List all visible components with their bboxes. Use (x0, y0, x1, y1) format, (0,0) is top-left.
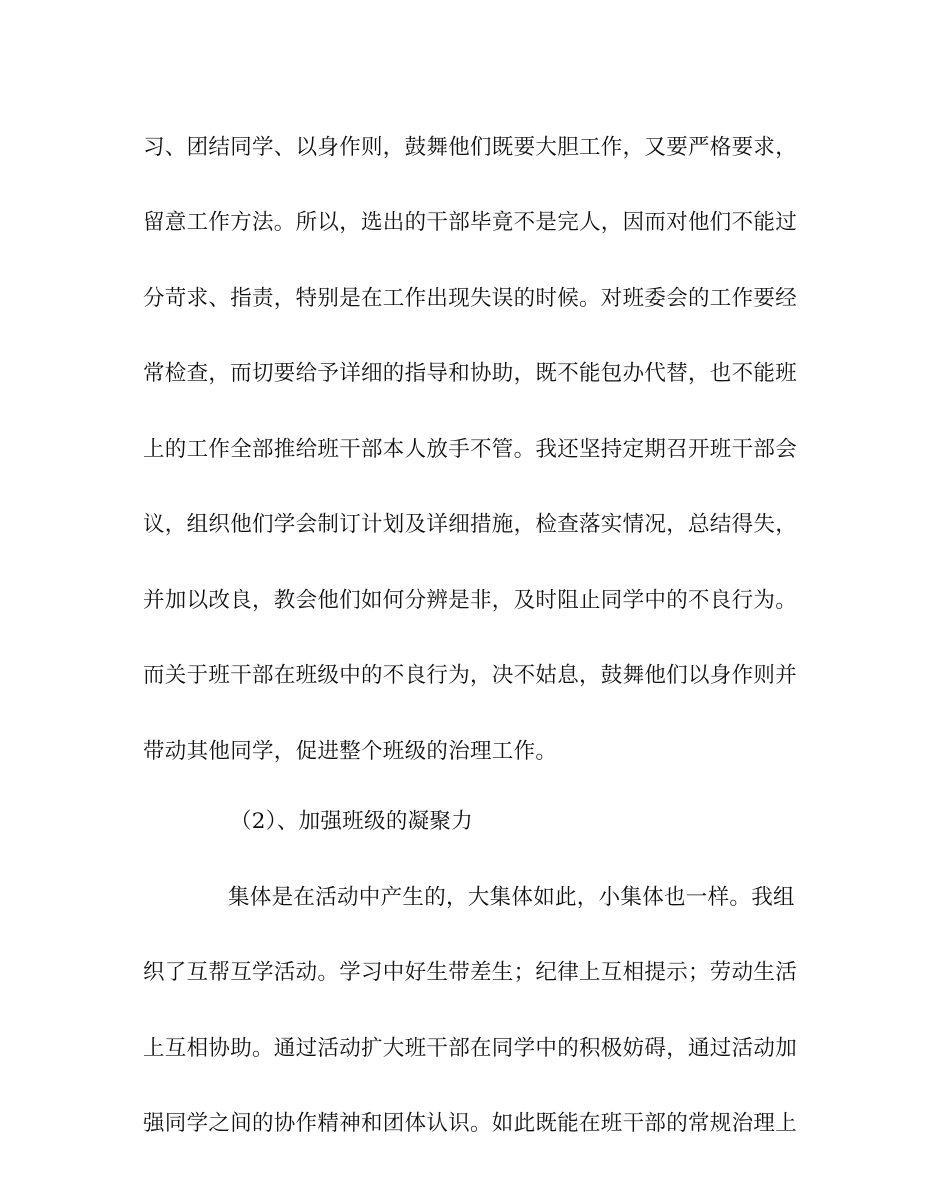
text-line: 带动其他同学，促进整个班级的治理工作。 (143, 739, 558, 764)
text-line: 而关于班干部在班级中的不良行为，决不姑息，鼓舞他们以身作则并 (143, 663, 798, 688)
section-subheading: （2）、加强班级的凝聚力 (230, 809, 474, 834)
text-line: 织了互帮互学活动。学习中好生带差生；纪律上互相提示；劳动生活 (143, 960, 798, 985)
text-line: 常检查，而切要给予详细的指导和协助，既不能包办代替，也不能班 (143, 361, 798, 386)
text-line: 留意工作方法。所以，选出的干部毕竟不是完人，因而对他们不能过 (143, 210, 798, 235)
text-line: 分苛求、指责，特别是在工作出现失误的时候。对班委会的工作要经 (143, 286, 798, 311)
text-line: 上的工作全部推给班干部本人放手不管。我还坚持定期召开班干部会 (143, 437, 798, 462)
text-line: 上互相协助。通过活动扩大班干部在同学中的积极妨碍，通过活动加 (143, 1036, 798, 1061)
text-line: 议，组织他们学会制订计划及详细措施，检查落实情况，总结得失， (143, 512, 798, 537)
text-line: 并加以改良，教会他们如何分辨是非，及时阻止同学中的不良行为。 (143, 588, 798, 613)
text-line: 强同学之间的协作精神和团体认识。如此既能在班干部的常规治理上 (143, 1111, 798, 1136)
paragraph-first-line: 集体是在活动中产生的，大集体如此，小集体也一样。我组 (228, 885, 795, 910)
text-line: 习、团结同学、以身作则，鼓舞他们既要大胆工作，又要严格要求， (143, 135, 798, 160)
